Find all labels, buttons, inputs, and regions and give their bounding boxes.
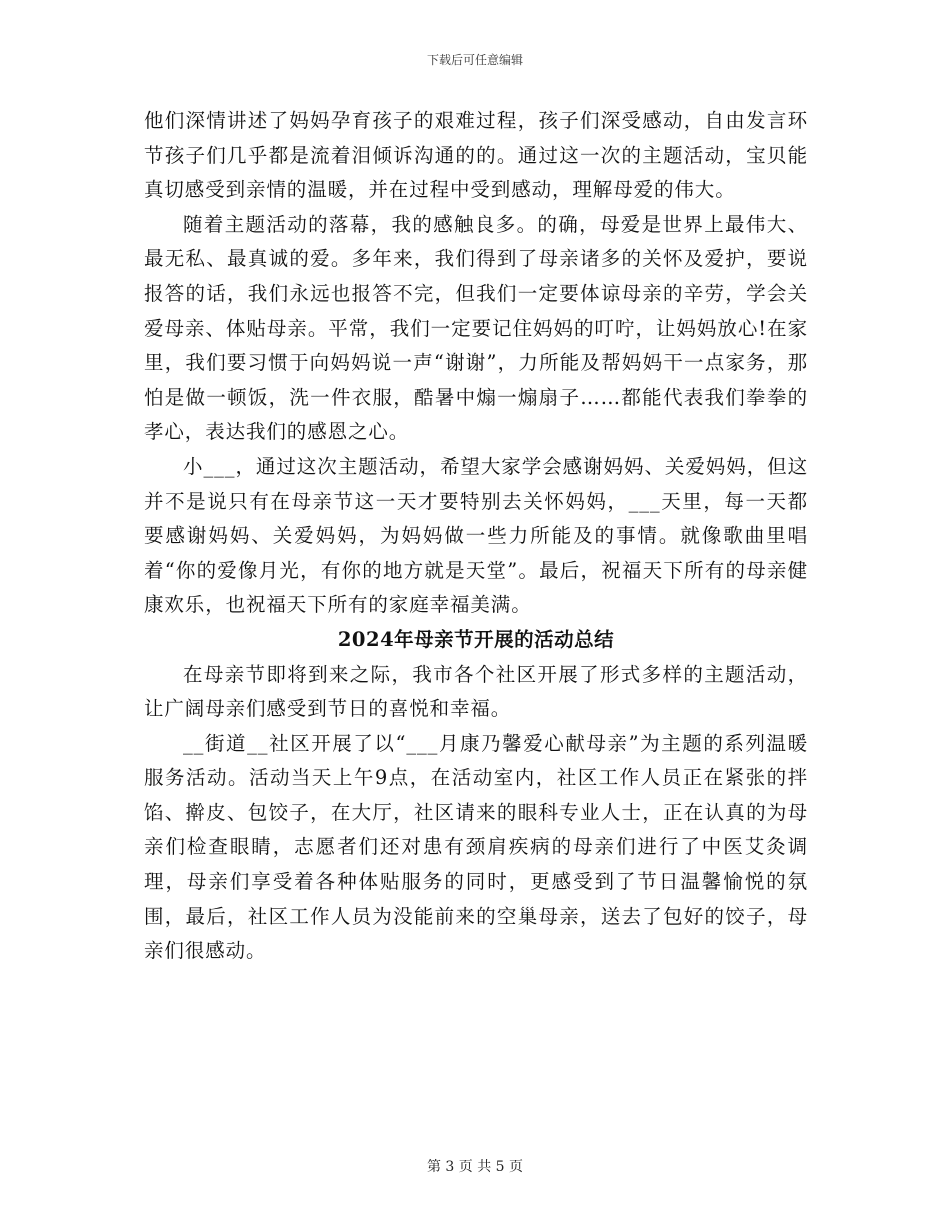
paragraph-activity: __街道__社区开展了以“___月康乃馨爱心献母亲”为主题的系列温暖服务活动。活动当天上午9点，在活动室内，社区工作人员正在紧张的拌馅、擀皮、包饺子，在大厅，社区请来的眼科专业人士，正在认真的为母亲们检查眼睛，志愿者们还对患有颈肩疾病的母亲们进行了中医艾灸调理，母亲们享受着各种体贴服务的同时，更感受到了节日温馨愉悦的氛围，最后，社区工作人员为没能前来的空巢母亲，送去了包好的饺子，母亲们很感动。: [144, 731, 808, 963]
paragraph-reflection: 随着主题活动的落幕，我的感触良多。的确，母爱是世界上最伟大、最无私、最真诚的爱。多年来，我们得到了母亲诸多的关怀及爱护，要说报答的话，我们永远也报答不完，但我们一定要体谅母亲的辛劳，学会关爱母亲、体贴母亲。平常，我们一定要记住妈妈的叮咛，让妈妈放心!在家里，我们要习惯于向妈妈说一声“谢谢”，力所能及帮妈妈干一点家务，那怕是做一顿饭，洗一件衣服，酷暑中煽一煽扇子……都能代表我们拳拳的孝心，表达我们的感恩之心。: [144, 212, 808, 444]
page-header: 下载后可任意编辑: [426, 53, 523, 67]
paragraph-closing: 小___，通过这次主题活动，希望大家学会感谢妈妈、关爱妈妈，但这并不是说只有在母亲节这一天才要特别去关怀妈妈，___天里，每一天都要感谢妈妈、关爱妈妈，为妈妈做一些力所能及的事情。就像歌曲里唱着“你的爱像月光，有你的地方就是天堂”。最后，祝福天下所有的母亲健康欢乐，也祝福天下所有的家庭幸福美满。: [144, 454, 808, 617]
paragraph-continued: 他们深情讲述了妈妈孕育孩子的艰难过程，孩子们深受感动，自由发言环节孩子们几乎都是流着泪倾诉沟通的的。通过这一次的主题活动，宝贝能真切感受到亲情的温暖，并在过程中受到感动，理解母爱的伟大。: [144, 109, 808, 202]
document-body: [144, 104, 808, 969]
paragraph-intro: 在母亲节即将到来之际，我市各个社区开展了形式多样的主题活动，让广阔母亲们感受到节日的喜悦和幸福。: [144, 662, 808, 721]
page-footer: 第 3 页 共 5 页: [426, 1159, 524, 1175]
section-title: 2024年母亲节开展的活动总结: [337, 627, 615, 651]
